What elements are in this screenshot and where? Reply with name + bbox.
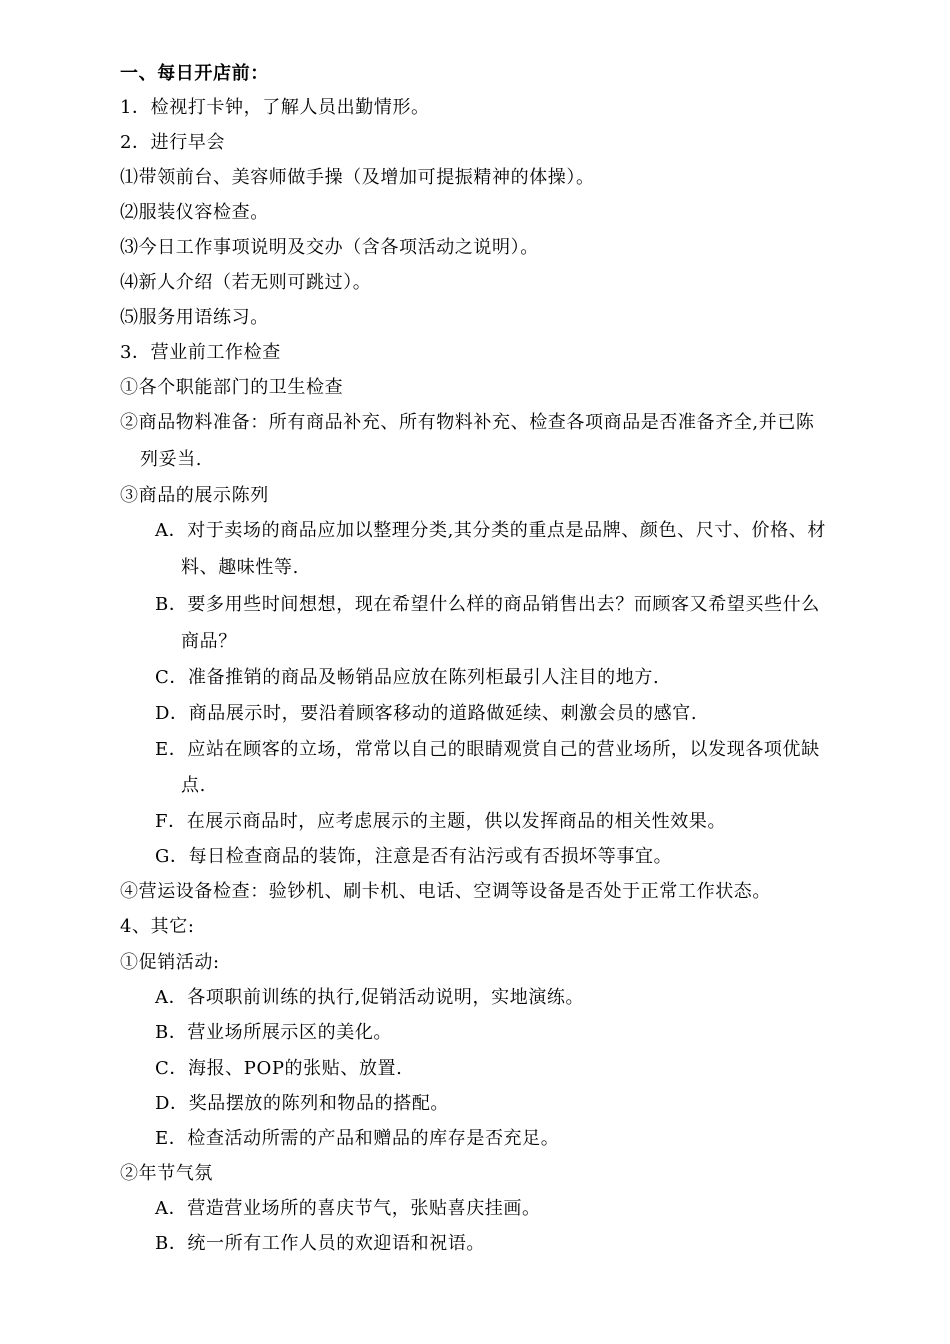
item-3-3-f: F．在展示商品时，应考虑展示的主题，供以发挥商品的相关性效果。 <box>155 811 727 832</box>
item-3-3-e: E．应站在顾客的立场，常常以自己的眼睛观赏自己的营业场所，以发现各项优缺 <box>155 739 820 760</box>
item-4-2-a: A．营造营业场所的喜庆节气，张贴喜庆挂画。 <box>155 1198 541 1219</box>
item-3-1: ①各个职能部门的卫生检查 <box>120 377 344 398</box>
item-4-2: ②年节气氛 <box>120 1163 213 1184</box>
item-3-3-a: A．对于卖场的商品应加以整理分类,其分类的重点是品牌、颜色、尺寸、价格、材 <box>155 520 826 541</box>
item-4-1-a: A．各项职前训练的执行,促销活动说明，实地演练。 <box>155 987 585 1008</box>
item-2: 2．进行早会 <box>120 132 226 153</box>
item-2-3: ⑶今日工作事项说明及交办（含各项活动之说明）。 <box>120 237 539 258</box>
item-3-3-g: G．每日检查商品的装饰，注意是否有沾污或有否损坏等事宜。 <box>155 846 673 867</box>
item-3-2: ②商品物料准备：所有商品补充、所有物料补充、检查各项商品是否准备齐全,并已陈 <box>120 412 815 433</box>
item-3-3-b-cont: 商品？ <box>181 631 237 652</box>
item-3: 3．营业前工作检查 <box>120 342 281 363</box>
item-3-3-a-cont: 料、趣味性等. <box>181 557 299 578</box>
section-heading: 一、每日开店前： <box>120 63 269 84</box>
item-2-2: ⑵服装仪容检查。 <box>120 202 269 223</box>
item-2-1: ⑴带领前台、美容师做手操（及增加可提振精神的体操）。 <box>120 167 595 188</box>
item-3-3-c: C．准备推销的商品及畅销品应放在陈列柜最引人注目的地方. <box>155 667 660 688</box>
item-3-3-e-cont: 点. <box>181 775 206 796</box>
item-4-2-b: B．统一所有工作人员的欢迎语和祝语。 <box>155 1233 486 1254</box>
item-1: 1．检视打卡钟，了解人员出勤情形。 <box>120 97 430 118</box>
item-4-1-b: B．营业场所展示区的美化。 <box>155 1022 393 1043</box>
item-4-1-c: C．海报、POP的张贴、放置. <box>155 1058 403 1079</box>
item-2-5: ⑸服务用语练习。 <box>120 307 269 328</box>
item-4-1-d: D．奖品摆放的陈列和物品的搭配。 <box>155 1093 450 1114</box>
item-4-1-e: E．检查活动所需的产品和赠品的库存是否充足。 <box>155 1128 560 1149</box>
item-3-4: ④营运设备检查：验钞机、刷卡机、电话、空调等设备是否处于正常工作状态。 <box>120 881 771 902</box>
item-4: 4、其它: <box>120 916 195 937</box>
item-3-3-b: B．要多用些时间想想，现在希望什么样的商品销售出去？而顾客又希望买些什么 <box>155 594 820 615</box>
item-2-4: ⑷新人介绍（若无则可跳过）。 <box>120 272 372 293</box>
item-3-3: ③商品的展示陈列 <box>120 485 269 506</box>
item-4-1: ①促销活动: <box>120 952 220 973</box>
item-3-3-d: D．商品展示时，要沿着顾客移动的道路做延续、刺激会员的感官. <box>155 703 698 724</box>
item-3-2-cont: 列妥当. <box>140 449 203 470</box>
